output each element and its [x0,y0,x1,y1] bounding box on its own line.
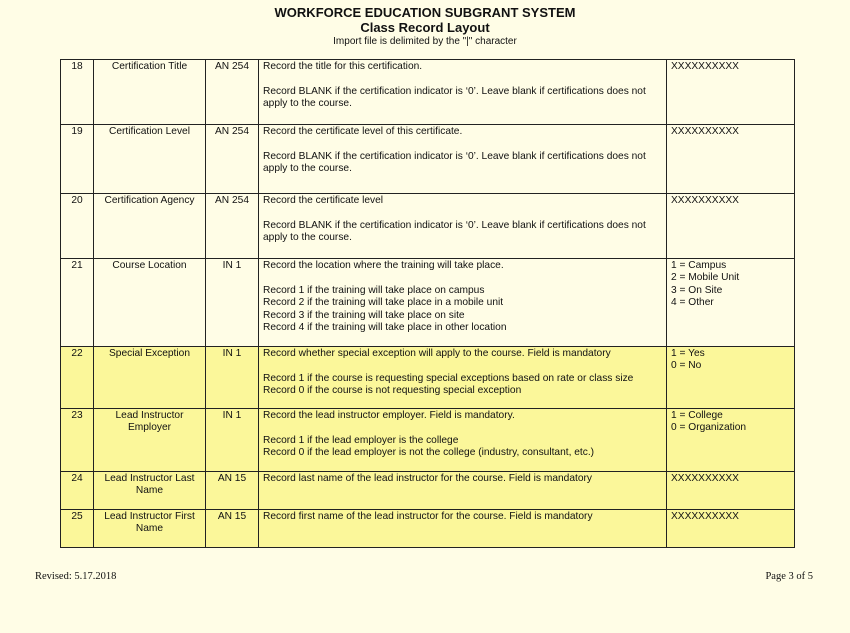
value-line: 1 = Yes [671,348,705,359]
field-name: Certification Agency [94,194,206,259]
document-header [0,5,850,48]
field-number: 20 [61,194,94,259]
description-line: Record 0 if the lead employer is not the college (industry, consultant, etc.) [263,447,595,459]
field-name: Lead Instructor Employer [94,409,206,472]
field-type: AN 15 [206,472,259,510]
field-name: Special Exception [94,347,206,409]
description-line: Record the certificate level of this certificate. [263,126,463,137]
value-line: 0 = Organization [671,422,747,434]
delimiter-note: Import file is delimited by the "|" character [333,36,517,47]
field-values [667,347,795,409]
field-description [259,60,667,125]
description-line: Record the lead instructor employer. Field is mandatory. [263,410,515,421]
description-line: Record the certificate level [263,195,384,206]
description-line: Record BLANK if the certification indicator is ‘0’. Leave blank if certifications does not apply to the course. [263,150,646,175]
field-description [259,125,667,194]
value-line: XXXXXXXXXX [671,61,739,72]
value-line: XXXXXXXXXX [671,195,739,206]
document-title: WORKFORCE EDUCATION SUBGRANT SYSTEM [274,5,576,20]
description-line: Record 2 if the training will take place in a mobile unit [263,297,504,309]
field-values [667,125,795,194]
value-line: XXXXXXXXXX [671,126,739,137]
description-line: Record 4 if the training will take place in other location [263,322,507,334]
field-name: Lead Instructor Last Name [94,472,206,510]
field-type: AN 254 [206,125,259,194]
table-row [61,472,795,510]
field-type: IN 1 [206,409,259,472]
field-values [667,194,795,259]
spacer [263,138,662,150]
spacer [263,360,662,372]
field-type: AN 254 [206,60,259,125]
value-line: 0 = No [671,360,702,372]
field-values [667,510,795,548]
description-line: Record BLANK if the certification indicator is ‘0’. Leave blank if certifications does not apply to the course. [263,219,646,244]
field-number: 23 [61,409,94,472]
spacer [263,422,662,434]
document-subtitle: Class Record Layout [360,20,490,35]
table-row [61,409,795,472]
description-line: Record BLANK if the certification indicator is ‘0’. Leave blank if certifications does not apply to the course. [263,85,646,110]
description-line: Record 0 if the course is not requesting special exception [263,385,522,397]
value-line: XXXXXXXXXX [671,473,739,484]
field-number: 25 [61,510,94,548]
description-line: Record 1 if the course is requesting special exceptions based on rate or class size [263,372,634,384]
value-line: 1 = College [671,410,723,421]
description-line: Record 1 if the training will take place on campus [263,284,485,296]
page-number: Page 3 of 5 [765,571,813,582]
field-number: 21 [61,259,94,347]
description-line: Record first name of the lead instructor for the course. Field is mandatory [263,511,593,522]
field-number: 18 [61,60,94,125]
field-number: 19 [61,125,94,194]
field-type: AN 15 [206,510,259,548]
field-values [667,409,795,472]
field-name: Lead Instructor First Name [94,510,206,548]
value-line: 3 = On Site [671,284,723,296]
table-row [61,347,795,409]
table-row [61,259,795,347]
field-description [259,194,667,259]
field-name: Certification Title [94,60,206,125]
field-description [259,259,667,347]
field-name: Course Location [94,259,206,347]
value-line: 2 = Mobile Unit [671,272,740,284]
spacer [263,272,662,284]
description-line: Record whether special exception will apply to the course. Field is mandatory [263,348,611,359]
description-line: Record the title for this certification. [263,61,423,72]
description-line: Record 1 if the lead employer is the college [263,434,459,446]
table-row [61,125,795,194]
field-description [259,409,667,472]
description-line: Record 3 if the training will take place on site [263,309,465,321]
revised-date: Revised: 5.17.2018 [35,571,117,582]
value-line: 4 = Other [671,297,714,309]
field-values [667,259,795,347]
record-layout-rows [61,60,795,548]
table-row [61,510,795,548]
field-name: Certification Level [94,125,206,194]
field-description [259,472,667,510]
record-layout-table [60,59,795,548]
field-type: IN 1 [206,347,259,409]
table-row [61,60,795,125]
value-line: 1 = Campus [671,260,727,271]
field-number: 24 [61,472,94,510]
field-values [667,60,795,125]
field-number: 22 [61,347,94,409]
description-line: Record last name of the lead instructor for the course. Field is mandatory [263,473,592,484]
field-description [259,347,667,409]
value-line: XXXXXXXXXX [671,511,739,522]
spacer [263,207,662,219]
table-row [61,194,795,259]
field-description [259,510,667,548]
field-type: IN 1 [206,259,259,347]
field-values [667,472,795,510]
description-line: Record the location where the training will take place. [263,260,504,271]
spacer [263,73,662,85]
field-type: AN 254 [206,194,259,259]
